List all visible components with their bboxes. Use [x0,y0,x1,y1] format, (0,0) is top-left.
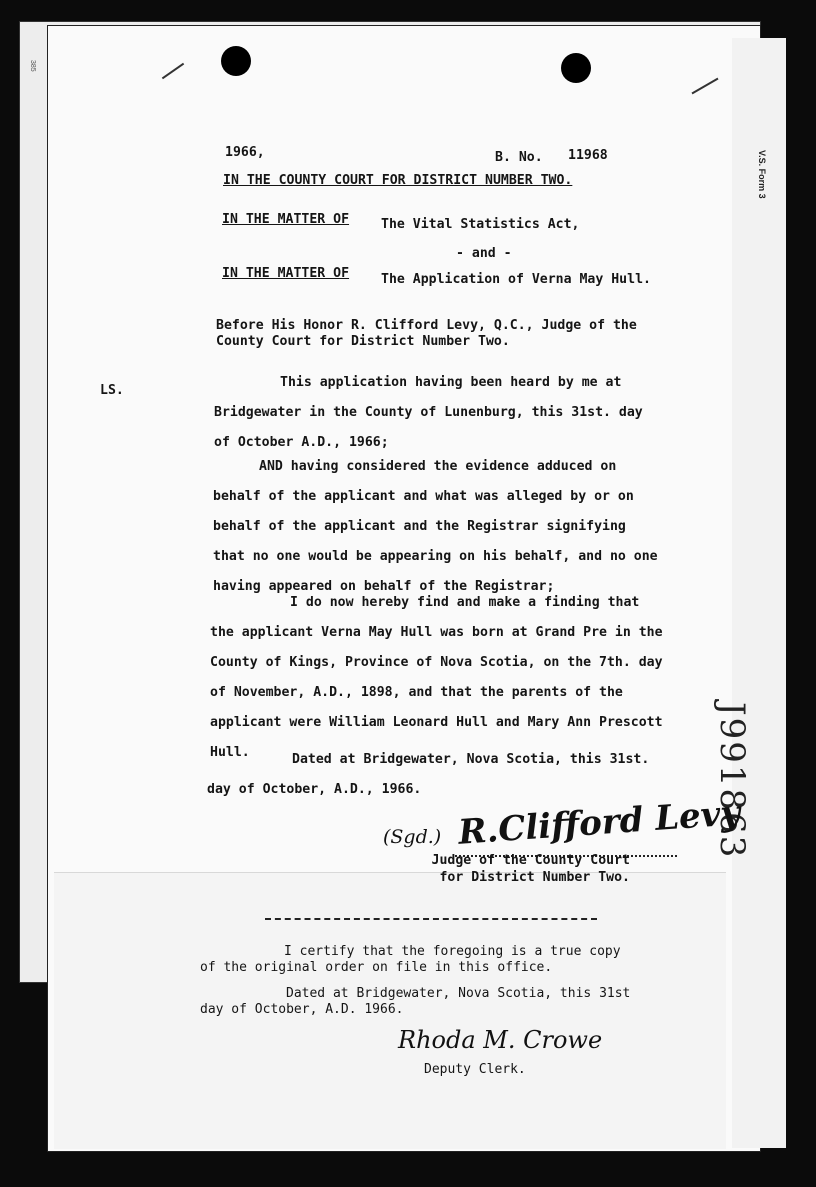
b-no-label: B. No. [495,150,543,165]
paragraph-evidence: AND having considered the evidence adduced on behalf of the applicant and what was alleged by or on behalf of the applicant and the Registrar signifying that no one would be appearing on his behalf, and no one having appeared on behalf of the Registrar; [213,459,658,594]
dashed-divider [265,918,597,920]
b-no-value: 11968 [568,148,608,163]
and-line: - and - [456,246,512,261]
dated-paragraph: Dated at Bridgewater, Nova Scotia, this 31st. day of October, A.D., 1966. [207,752,650,797]
matter-label-2: IN THE MATTER OF [222,266,350,281]
certification-paragraph: I certify that the foregoing is a true copy of the original order on file in this office. [200,944,621,975]
punch-hole-left [221,46,251,76]
ls-mark: LS. [100,383,124,398]
year: 1966, [225,145,265,160]
form-reference: V.S. Form 3 [757,150,767,199]
certification-dated: Dated at Bridgewater, Nova Scotia, this 31st day of October, A.D. 1966. [200,986,631,1017]
right-edge-strip [732,38,786,1148]
judge-signature: R.Clifford Levy [456,793,742,853]
clerk-title: Deputy Clerk. [424,1062,526,1077]
registration-number-handwritten: J991863 [712,702,752,860]
punch-hole-right [561,53,591,83]
matter-label-1: IN THE MATTER OF [222,212,350,227]
judge-title: Judge of the County Court for District Number Two. [431,853,630,885]
paragraph-hearing: This application having been heard by me at Bridgewater in the County of Lunenburg, this 31st. day of October A.D., 1966; [214,375,643,450]
paragraph-finding: I do now hereby find and make a finding that the applicant Verna May Hull was born at Grand Pre in the County of Kings, Province of Nova Scotia, on the 7th. day of November, A.D., 1898, and that the parents of the applicant were William Leonard Hull and Mary Ann Prescott Hull. [210,595,663,760]
matter-text-1: The Vital Statistics Act, [381,217,580,232]
court-heading: IN THE COUNTY COURT FOR DISTRICT NUMBER TWO. [223,173,573,188]
matter-text-2: The Application of Verna May Hull. [381,272,651,287]
clerk-signature: Rhoda M. Crowe [398,1026,603,1054]
before-paragraph: Before His Honor R. Clifford Levy, Q.C., Judge of the County Court for District Number Two. [216,318,637,349]
sgd-mark: (Sgd.) [383,826,442,848]
edge-id: 385 [29,60,36,72]
